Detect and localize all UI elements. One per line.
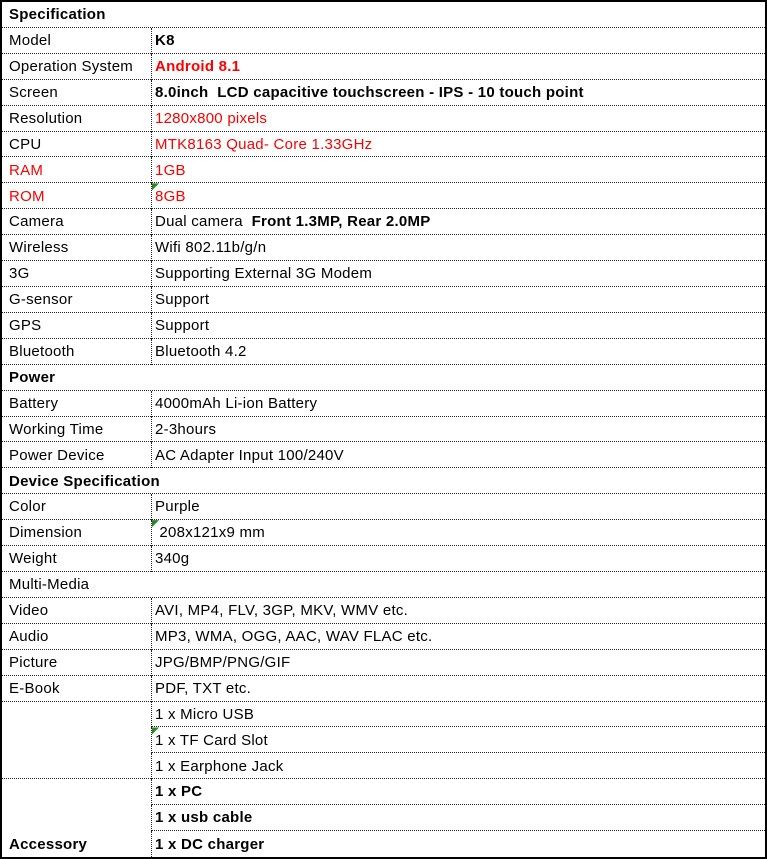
cell-text: 1 x TF Card Slot	[155, 731, 268, 749]
cell-text: Picture	[9, 653, 58, 671]
cell-text: Wifi 802.11b/g/n	[155, 239, 267, 257]
row-label-working-time	[2, 417, 151, 443]
cell-text: Resolution	[9, 109, 83, 127]
row-label-camera	[2, 209, 151, 235]
row-value-bluetooth	[151, 339, 765, 365]
row-label-picture	[2, 650, 151, 676]
cell-text: MTK8163 Quad- Core 1.33GHz	[155, 135, 373, 153]
cell-text: 8.0inch LCD capacitive touchscreen - IPS - 10 touch point	[155, 83, 584, 101]
cell-text: Screen	[9, 83, 59, 101]
cell-text: Audio	[9, 627, 49, 645]
row-label-accessory	[2, 779, 151, 857]
cell-text: Android 8.1	[155, 57, 241, 75]
section-header-device-specification	[2, 468, 765, 494]
row-label-gps	[2, 313, 151, 339]
row-label-model	[2, 28, 151, 54]
row-value-operation-system	[151, 54, 765, 80]
row-value-camera	[151, 209, 765, 235]
row-value-gps	[151, 313, 765, 339]
cell-text: AVI, MP4, FLV, 3GP, MKV, WMV etc.	[155, 602, 409, 620]
cell-text: K8	[155, 32, 175, 50]
cell-text: 208x121x9 mm	[155, 524, 265, 542]
row-label-rom	[2, 183, 151, 209]
row-value-screen	[151, 80, 765, 106]
cell-text: G-sensor	[9, 291, 73, 309]
cell-text: Supporting External 3G Modem	[155, 265, 373, 283]
cell-text: Wireless	[9, 239, 69, 257]
row-value-color	[151, 494, 765, 520]
row-label-bluetooth	[2, 339, 151, 365]
cell-text: AC Adapter Input 100/240V	[155, 446, 344, 464]
row-value-working-time	[151, 417, 765, 443]
section-header-specification	[2, 2, 765, 28]
row-value-e-book	[151, 676, 765, 702]
cell-text: Color	[9, 498, 47, 516]
row-value-1-x-tf-card-slot	[151, 727, 765, 753]
cell-text: Front 1.3MP, Rear 2.0MP	[251, 213, 431, 231]
cell-text: 8GB	[155, 187, 186, 205]
cell-text: Operation System	[9, 57, 134, 75]
row-value-g-sensor	[151, 287, 765, 313]
row-value-3g	[151, 261, 765, 287]
cell-text: Power	[9, 368, 56, 386]
cell-text: 1280x800 pixels	[155, 109, 268, 127]
row-label-e-book	[2, 676, 151, 702]
row-value-ram	[151, 157, 765, 183]
row-value-1-x-earphone-jack	[151, 753, 765, 779]
row-label-dimension	[2, 520, 151, 546]
cell-text: MP3, WMA, OGG, AAC, WAV FLAC etc.	[155, 627, 433, 645]
row-label-weight	[2, 546, 151, 572]
row-value-power-device	[151, 442, 765, 468]
row-label-resolution	[2, 106, 151, 132]
cell-text: Bluetooth	[9, 342, 75, 360]
row-value-video	[151, 598, 765, 624]
cell-text: Support	[155, 317, 210, 335]
cell-text: Power Device	[9, 446, 105, 464]
cell-text: 1 x DC charger	[155, 836, 265, 854]
cell-text: 1 x Earphone Jack	[155, 757, 284, 775]
row-value-wireless	[151, 235, 765, 261]
cell-text: Model	[9, 32, 52, 50]
section-header-power	[2, 365, 765, 391]
cell-text: JPG/BMP/PNG/GIF	[155, 653, 291, 671]
row-label-cpu	[2, 132, 151, 158]
cell-text: Purple	[155, 498, 200, 516]
cell-text: 3G	[9, 265, 30, 283]
cell-text: 4000mAh Li-ion Battery	[155, 394, 318, 412]
cell-text: 1 x PC	[155, 783, 203, 801]
row-label-color	[2, 494, 151, 520]
cell-text: GPS	[9, 317, 42, 335]
cell-text: RAM	[9, 161, 44, 179]
cell-text: E-Book	[9, 679, 60, 697]
cell-text: CPU	[9, 135, 42, 153]
cell-text: 2-3hours	[155, 420, 217, 438]
row-value-resolution	[151, 106, 765, 132]
row-value-rom	[151, 183, 765, 209]
row-label-screen	[2, 80, 151, 106]
row-label-empty	[2, 702, 151, 780]
cell-text: Camera	[9, 213, 64, 231]
cell-text: Device Specification	[9, 472, 160, 490]
row-label-wireless	[2, 235, 151, 261]
row-value-model	[151, 28, 765, 54]
section-header-multi-media	[2, 572, 765, 598]
row-label-ram	[2, 157, 151, 183]
cell-text: Bluetooth 4.2	[155, 342, 247, 360]
cell-text: Dual camera	[155, 213, 252, 231]
cell-text: 340g	[155, 550, 190, 568]
cell-text: Support	[155, 291, 210, 309]
row-label-power-device	[2, 442, 151, 468]
cell-text: Working Time	[9, 420, 104, 438]
row-value-weight	[151, 546, 765, 572]
cell-text: Video	[9, 602, 49, 620]
cell-text: 1GB	[155, 161, 186, 179]
row-value-battery	[151, 391, 765, 417]
row-label-operation-system	[2, 54, 151, 80]
cell-text: Weight	[9, 550, 57, 568]
cell-text: 1 x Micro USB	[155, 705, 255, 723]
row-value-1-x-usb-cable	[151, 805, 765, 831]
row-value-dimension	[151, 520, 765, 546]
cell-text: ROM	[9, 187, 45, 205]
row-value-1-x-micro-usb	[151, 702, 765, 728]
row-label-3g	[2, 261, 151, 287]
row-value-picture	[151, 650, 765, 676]
cell-text: Battery	[9, 394, 59, 412]
row-label-audio	[2, 624, 151, 650]
cell-text: Specification	[9, 6, 106, 24]
row-label-battery	[2, 391, 151, 417]
row-value-1-x-dc-charger	[151, 831, 765, 857]
row-label-video	[2, 598, 151, 624]
cell-text: Multi-Media	[9, 576, 90, 594]
cell-text: Accessory	[9, 836, 88, 854]
row-label-g-sensor	[2, 287, 151, 313]
cell-text: PDF, TXT etc.	[155, 679, 252, 697]
row-value-audio	[151, 624, 765, 650]
row-value-1-x-pc	[151, 779, 765, 805]
cell-text: 1 x usb cable	[155, 809, 253, 827]
cell-text: Dimension	[9, 524, 83, 542]
row-value-cpu	[151, 132, 765, 158]
